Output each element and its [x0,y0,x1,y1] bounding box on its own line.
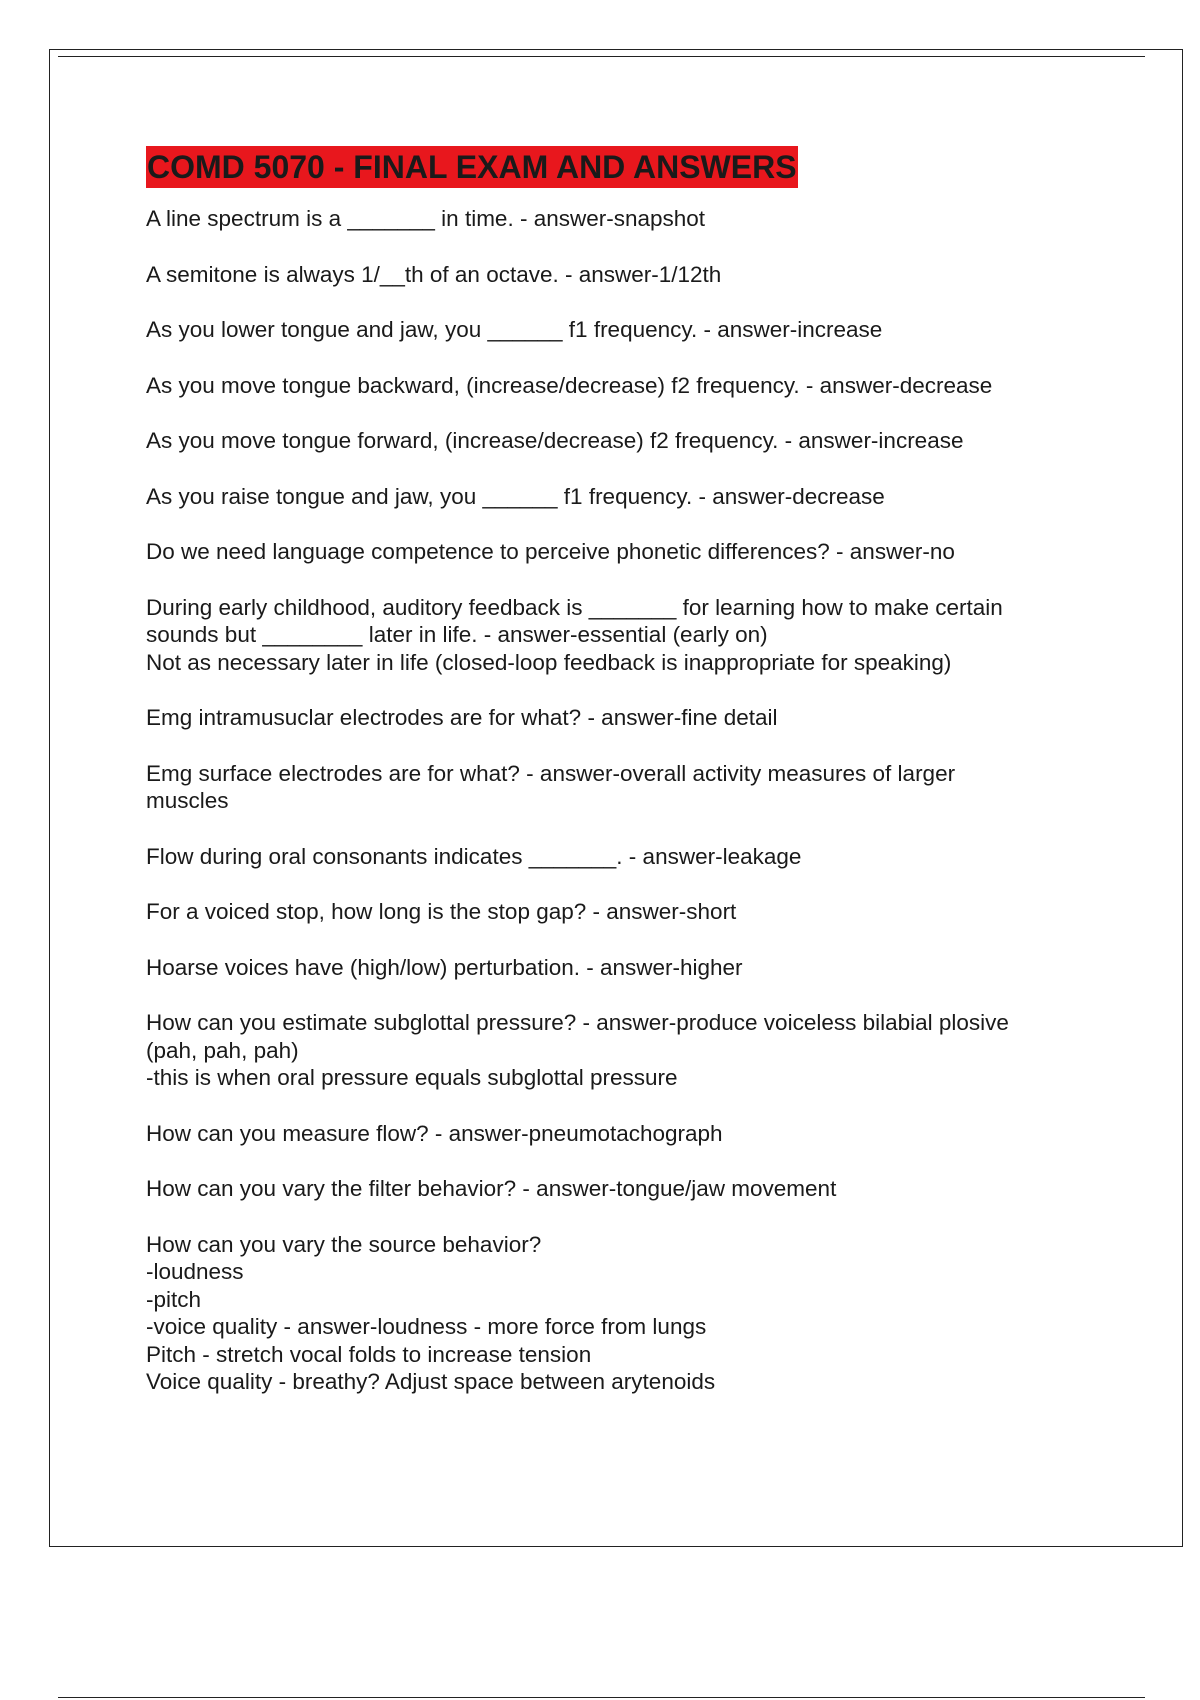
qa-text-line: -voice quality - answer-loudness - more force from lungs [146,1314,707,1339]
qa-item [146,1175,1096,1203]
qa-text-line: As you raise tongue and jaw, you ______ f1 frequency. - answer-decrease [146,483,885,509]
qa-item [146,372,1096,400]
qa-text-line: Not as necessary later in life (closed-loop feedback is inappropriate for speaking) [146,649,952,675]
qa-text-line: As you move tongue forward, (increase/decrease) f2 frequency. - answer-increase [146,428,964,453]
document-body [146,146,1096,1424]
qa-item [146,205,1096,233]
qa-text-line: -pitch [146,1286,202,1312]
qa-text-line: How can you vary the filter behavior? - answer-tongue/jaw movement [146,1176,837,1201]
qa-item [146,704,1096,732]
qa-item [146,261,1096,289]
qa-text-line: As you move tongue backward, (increase/decrease) f2 frequency. - answer-decrease [146,372,993,398]
qa-list [146,205,1096,1396]
qa-text-line: -this is when oral pressure equals subglottal pressure [146,1065,678,1090]
qa-text-line: How can you vary the source behavior? [146,1231,542,1257]
qa-item [146,1231,1096,1396]
qa-item [146,316,1096,344]
qa-item [146,898,1096,926]
qa-text-line: (pah, pah, pah) [146,1037,299,1063]
qa-item [146,1120,1096,1148]
qa-item [146,760,1096,815]
header-rule [58,56,1145,57]
qa-text-line: Voice quality - breathy? Adjust space between arytenoids [146,1369,716,1394]
qa-text-line: A line spectrum is a _______ in time. - answer-snapshot [146,206,706,231]
qa-text-line: Do we need language competence to perceive phonetic differences? - answer-no [146,539,955,564]
qa-text-line: Flow during oral consonants indicates _______. - answer-leakage [146,843,802,869]
qa-text-line: How can you estimate subglottal pressure? - answer-produce voiceless bilabial plosive [146,1010,1009,1035]
qa-text-line: Emg surface electrodes are for what? - answer-overall activity measures of larger [146,760,956,786]
qa-item [146,427,1096,455]
qa-text-line: muscles [146,788,229,813]
qa-text-line: For a voiced stop, how long is the stop gap? - answer-short [146,899,737,924]
qa-text-line: During early childhood, auditory feedback is _______ for learning how to make certain [146,594,1003,620]
qa-text-line: As you lower tongue and jaw, you ______ f1 frequency. - answer-increase [146,317,883,342]
qa-text-line: sounds but ________ later in life. - answer-essential (early on) [146,622,768,647]
qa-item [146,954,1096,982]
qa-text-line: How can you measure flow? - answer-pneumotachograph [146,1120,723,1146]
qa-text-line: -loudness [146,1259,244,1284]
qa-text-line: A semitone is always 1/__th of an octave. - answer-1/12th [146,261,722,287]
qa-text-line: Emg intramusuclar electrodes are for what? - answer-fine detail [146,705,778,730]
document-title: COMD 5070 - FINAL EXAM AND ANSWERS [146,146,798,188]
qa-item [146,843,1096,871]
qa-item [146,1009,1096,1092]
qa-text-line: Hoarse voices have (high/low) perturbation. - answer-higher [146,954,743,980]
qa-item [146,483,1096,511]
qa-item [146,538,1096,566]
next-page-rule [58,1697,1145,1698]
qa-text-line: Pitch - stretch vocal folds to increase tension [146,1341,592,1367]
qa-item [146,594,1096,677]
